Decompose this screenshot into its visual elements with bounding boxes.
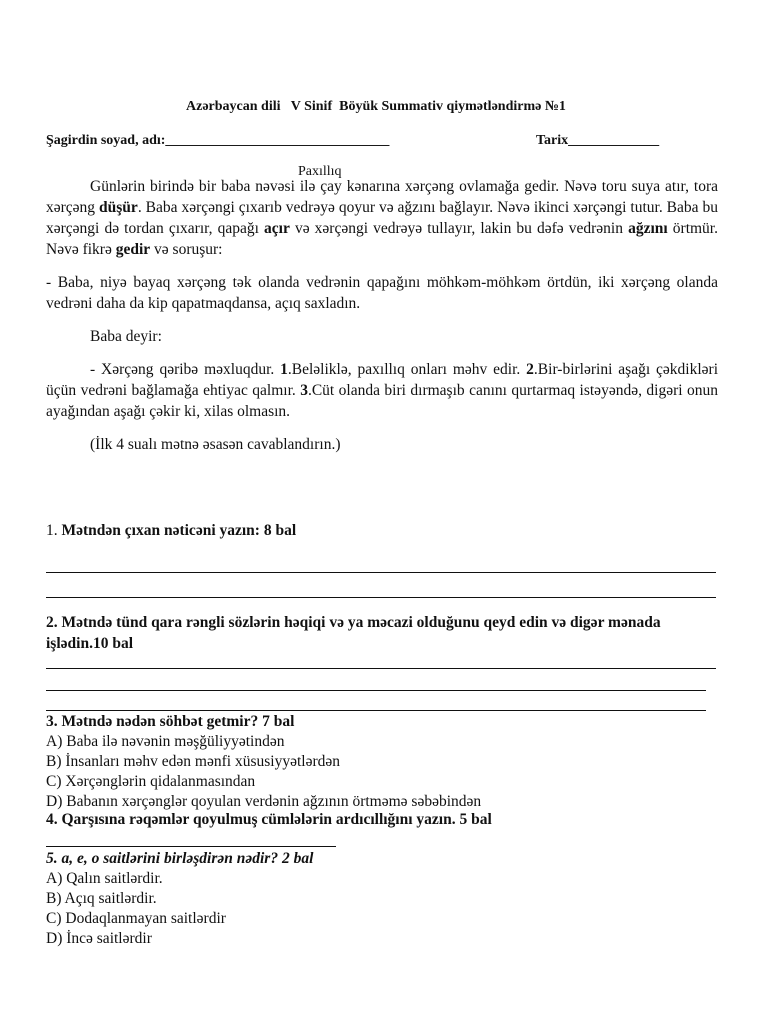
option-c[interactable]: C) Dodaqlanmayan saitlərdir — [46, 910, 226, 927]
paragraph-4-bold-word: 1 — [280, 361, 288, 378]
question-5-text: 5. a, e, o saitlərini birləşdirən nədir? 2 bal — [46, 850, 314, 867]
paragraph-1-text: . Baba xərçəngi çıxarıb vedrəyə qoyur və ağzını bağlayır. Nəvə ikinci xərçəngi tutur. Baba bu xərçəngi də tordan çıxarır, qapağı — [46, 199, 718, 237]
option-d[interactable]: D) İncə saitlərdir — [46, 930, 152, 947]
answer-line[interactable] — [46, 668, 716, 669]
paragraph-1-bold-word: gedir — [115, 241, 151, 258]
paragraph-1-bold-word: açır — [264, 220, 290, 237]
answer-line[interactable] — [46, 690, 706, 691]
paragraph-4-text: - Xərçəng qəribə məxluqdur. — [90, 361, 281, 378]
option-a[interactable]: A) Baba ilə nəvənin məşğüliyyətindən — [46, 733, 285, 750]
question-1 — [46, 520, 718, 541]
question-3 — [46, 711, 718, 812]
answer-line[interactable] — [46, 846, 336, 847]
paragraph-1-text: və soruşur: — [150, 241, 223, 258]
paragraph-3: Baba deyir: — [90, 328, 162, 345]
question-1-number: 1. — [46, 522, 58, 539]
paragraph-1-text: örtmür. Nəvə fikrə — [46, 220, 718, 258]
answer-line[interactable] — [46, 597, 716, 598]
paragraph-1-text: və xərçəngi vedrəyə tullayır, lakin bu dəfə vedrənin — [289, 220, 629, 237]
option-b[interactable]: B) Açıq saitlərdir. — [46, 890, 157, 907]
question-2-text: 2. Mətndə tünd qara rəngli sözlərin həqiqi və ya məcazi olduğunu qeyd edin və digər mənada işlədin.10 bal — [46, 614, 661, 652]
paragraph-4-bold-word: 3 — [300, 382, 308, 399]
paragraph-5: (İlk 4 sualı mətnə əsasən cavablandırın.) — [90, 436, 341, 453]
paragraph-1-bold-word: düşür — [99, 199, 138, 216]
paragraph-4 — [46, 359, 718, 422]
page-title: Azərbaycan dili V Sinif Böyük Summativ qiymətləndirmə №1 — [186, 99, 566, 114]
question-4 — [46, 809, 718, 830]
date-field: Tarix_____________ — [536, 133, 660, 148]
paragraph-2: - Baba, niyə bayaq xərçəng tək olanda vedrənin qapağını möhkəm-möhkəm örtdün, iki xərçəng olanda vedrəni daha da kip qapatmaqdansa, açıq saxladın. — [46, 274, 718, 312]
paragraph-1-bold-word: ağzını — [628, 220, 668, 237]
option-c[interactable]: C) Xərçənglərin qidalanmasından — [46, 773, 256, 790]
reading-text — [46, 176, 718, 467]
question-3-text: 3. Mətndə nədən söhbət getmir? 7 bal — [46, 713, 295, 730]
paragraph-4-text: .Cüt olanda biri dırmaşıb canını qurtarmaq istəyəndə, digəri onun ayağından aşağı çəkir ki, xilas olmasın. — [46, 382, 718, 420]
answer-line[interactable] — [46, 572, 716, 573]
option-d[interactable]: D) Babanın xərçənglər qoyulan verdənin ağzının örtməmə səbəbindən — [46, 793, 482, 810]
text-title: Paxıllıq — [298, 164, 342, 179]
paragraph-1-text: Günlərin birində bir baba nəvəsi ilə çay kənarına xərçəng ovlamağa gedir. Nəvə toru suya atır, tora xərçəng — [46, 178, 718, 216]
student-name-field: Şagirdin soyad, adı:________________________________ — [46, 133, 390, 148]
option-b[interactable]: B) İnsanları məhv edən mənfi xüsusiyyətlərdən — [46, 753, 340, 770]
paragraph-1 — [46, 176, 718, 260]
question-5 — [46, 848, 718, 949]
paragraph-4-text: .Bir-birlərini aşağı çəkdikləri üçün vedrəni bağlamağa ehtiyac qalmır. — [46, 361, 718, 399]
question-1-text: Mətndən çıxan nəticəni yazın: 8 bal — [61, 522, 297, 539]
question-2 — [46, 612, 718, 654]
paragraph-4-bold-word: 2 — [526, 361, 534, 378]
question-4-text: 4. Qarşısına rəqəmlər qoyulmuş cümlələrin ardıcıllığını yazın. 5 bal — [46, 811, 492, 828]
option-a[interactable]: A) Qalın saitlərdir. — [46, 870, 163, 887]
paragraph-4-text: .Beləliklə, paxıllıq onları məhv edir. — [287, 361, 527, 378]
